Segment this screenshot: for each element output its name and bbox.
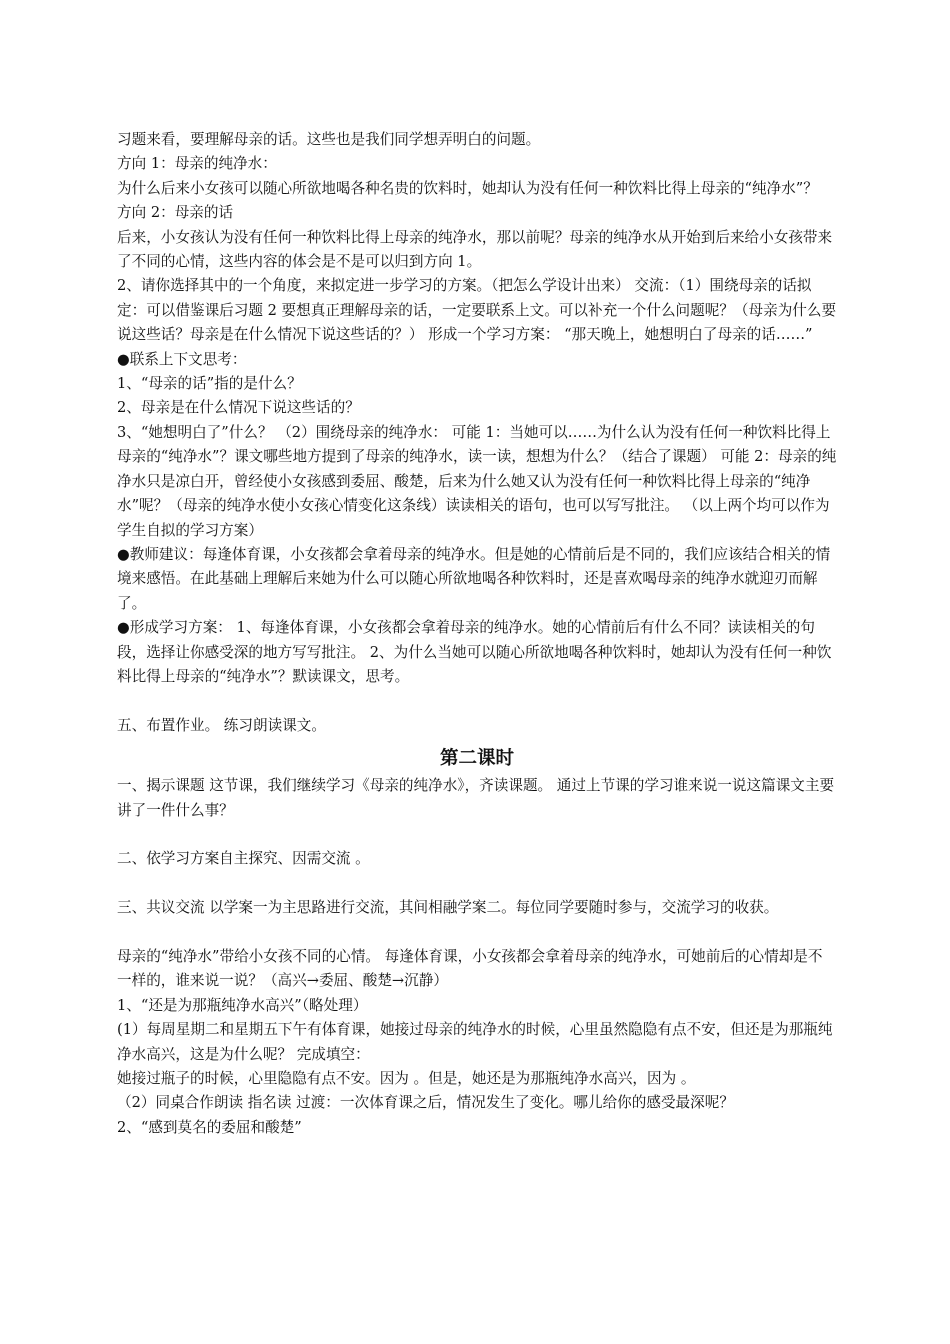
paragraph: 习题来看，要理解母亲的话。这些也是我们同学想弄明白的问题。 — [117, 131, 541, 148]
spacer — [117, 689, 837, 713]
direction-1-heading: 方向 1：母亲的纯净水： — [117, 155, 277, 173]
fill-in-sentence: 她接过瓶子的时候，心里隐隐有点不安。因为 。但是，她还是为那瓶纯净水高兴，因为 。 — [117, 1069, 696, 1087]
list-item: 2、母亲是在什么情况下说这些话的？ — [117, 399, 360, 417]
spacer — [117, 823, 837, 847]
list-item: 1、“还是为那瓶纯净水高兴”（略处理） — [117, 996, 368, 1014]
bullet-item: ●教师建议：每逢体育课，小女孩都会拿着母亲的纯净水。但是她的心情前后是不同的，我们应该结合相关的情境来感悟。在此基础上理解后来她为什么可以随心所欲地喝各种饮料时，还是喜欢喝母亲的纯净水就迎刃而解了。 — [117, 545, 831, 612]
paragraph: (1）每周星期二和星期五下午有体育课，她接过母亲的纯净水的时候，心里虽然隐隐有点不安，但还是为那瓶纯净水高兴，这是为什么呢？ 完成填空： — [117, 1021, 833, 1063]
spacer — [117, 872, 837, 896]
paragraph: 后来，小女孩认为没有任何一种饮料比得上母亲的纯净水，那以前呢？母亲的纯净水从开始到后来给小女孩带来了不同的心情，这些内容的体会是不是可以归到方向 1。 — [117, 228, 833, 271]
paragraph: 3、“她想明白了”什么？ （2）围绕母亲的纯净水： 可能 1：当她可以……为什么认为没有任何一种饮料比得上母亲的“纯净水”？课文哪些地方提到了母亲的纯净水，读一读，想想为什么？（结合了课题） 可能 2：母亲的纯净水只是凉白开，曾经使小女孩感到委屈、酸楚，后来为什么她又认为没有任何一种饮料比得上母亲的“纯净水”呢？（母亲的纯净水使小女孩心情变化这条线）读读相关的语句，也可以写写批注。 （以上两个均可以作为学生自拟的学习方案） — [117, 423, 837, 539]
list-item: 1、“母亲的话”指的是什么？ — [117, 375, 302, 393]
bullet-item: ●联系上下文思考： — [117, 350, 247, 368]
document-body — [117, 128, 837, 1140]
paragraph: 2、请你选择其中的一个角度，来拟定进一步学习的方案。（把怎么学设计出来） 交流：（1）围绕母亲的话拟定：可以借鉴课后习题 2 要想真正理解母亲的话，一定要联系上文。可以补充一个什么问题呢？（母亲为什么要说这些话？母亲是在什么情况下说这些话的？） 形成一个学习方案： “那天晚上，她想明白了母亲的话……” — [117, 277, 837, 344]
bullet-item: ●形成学习方案： 1、每逢体育课，小女孩都会拿着母亲的纯净水。她的心情前后有什么不同？读读相关的句段，选择让你感受深的地方写写批注。 2、为什么当她可以随心所欲地喝各种饮料时，她却认为没有任何一种饮料比得上母亲的“纯净水”？默读课文，思考。 — [117, 619, 832, 685]
step-1-paragraph: 一、揭示课题 这节课，我们继续学习《母亲的纯净水》，齐读课题。 通过上节课的学习谁来说一说这篇课文主要讲了一件什么事？ — [117, 777, 835, 819]
paragraph: 为什么后来小女孩可以随心所欲地喝各种名贵的饮料时，她却认为没有任何一种饮料比得上母亲的“纯净水”？ — [117, 179, 818, 197]
step-2-heading: 二、依学习方案自主探究、因需交流 。 — [117, 850, 370, 868]
list-item: 2、“感到莫名的委屈和酸楚” — [117, 1118, 302, 1136]
paragraph: （2）同桌合作朗读 指名读 过渡：一次体育课之后，情况发生了变化。哪儿给你的感受最深呢？ — [117, 1094, 734, 1112]
homework-heading: 五、布置作业。 练习朗读课文。 — [117, 716, 326, 734]
spacer — [117, 921, 837, 945]
lesson-title: 第二课时 — [439, 748, 514, 770]
step-3-paragraph: 三、共议交流 以学案一为主思路进行交流，其间相融学案二。每位同学要随时参与，交流学习的收获。 — [117, 899, 779, 917]
direction-2-heading: 方向 2：母亲的话 — [117, 204, 234, 222]
paragraph: 母亲的“纯净水”带给小女孩不同的心情。 每逢体育课，小女孩都会拿着母亲的纯净水，可她前后的心情却是不一样的，谁来说一说？（高兴→委屈、酸楚→沉静） — [117, 947, 823, 990]
